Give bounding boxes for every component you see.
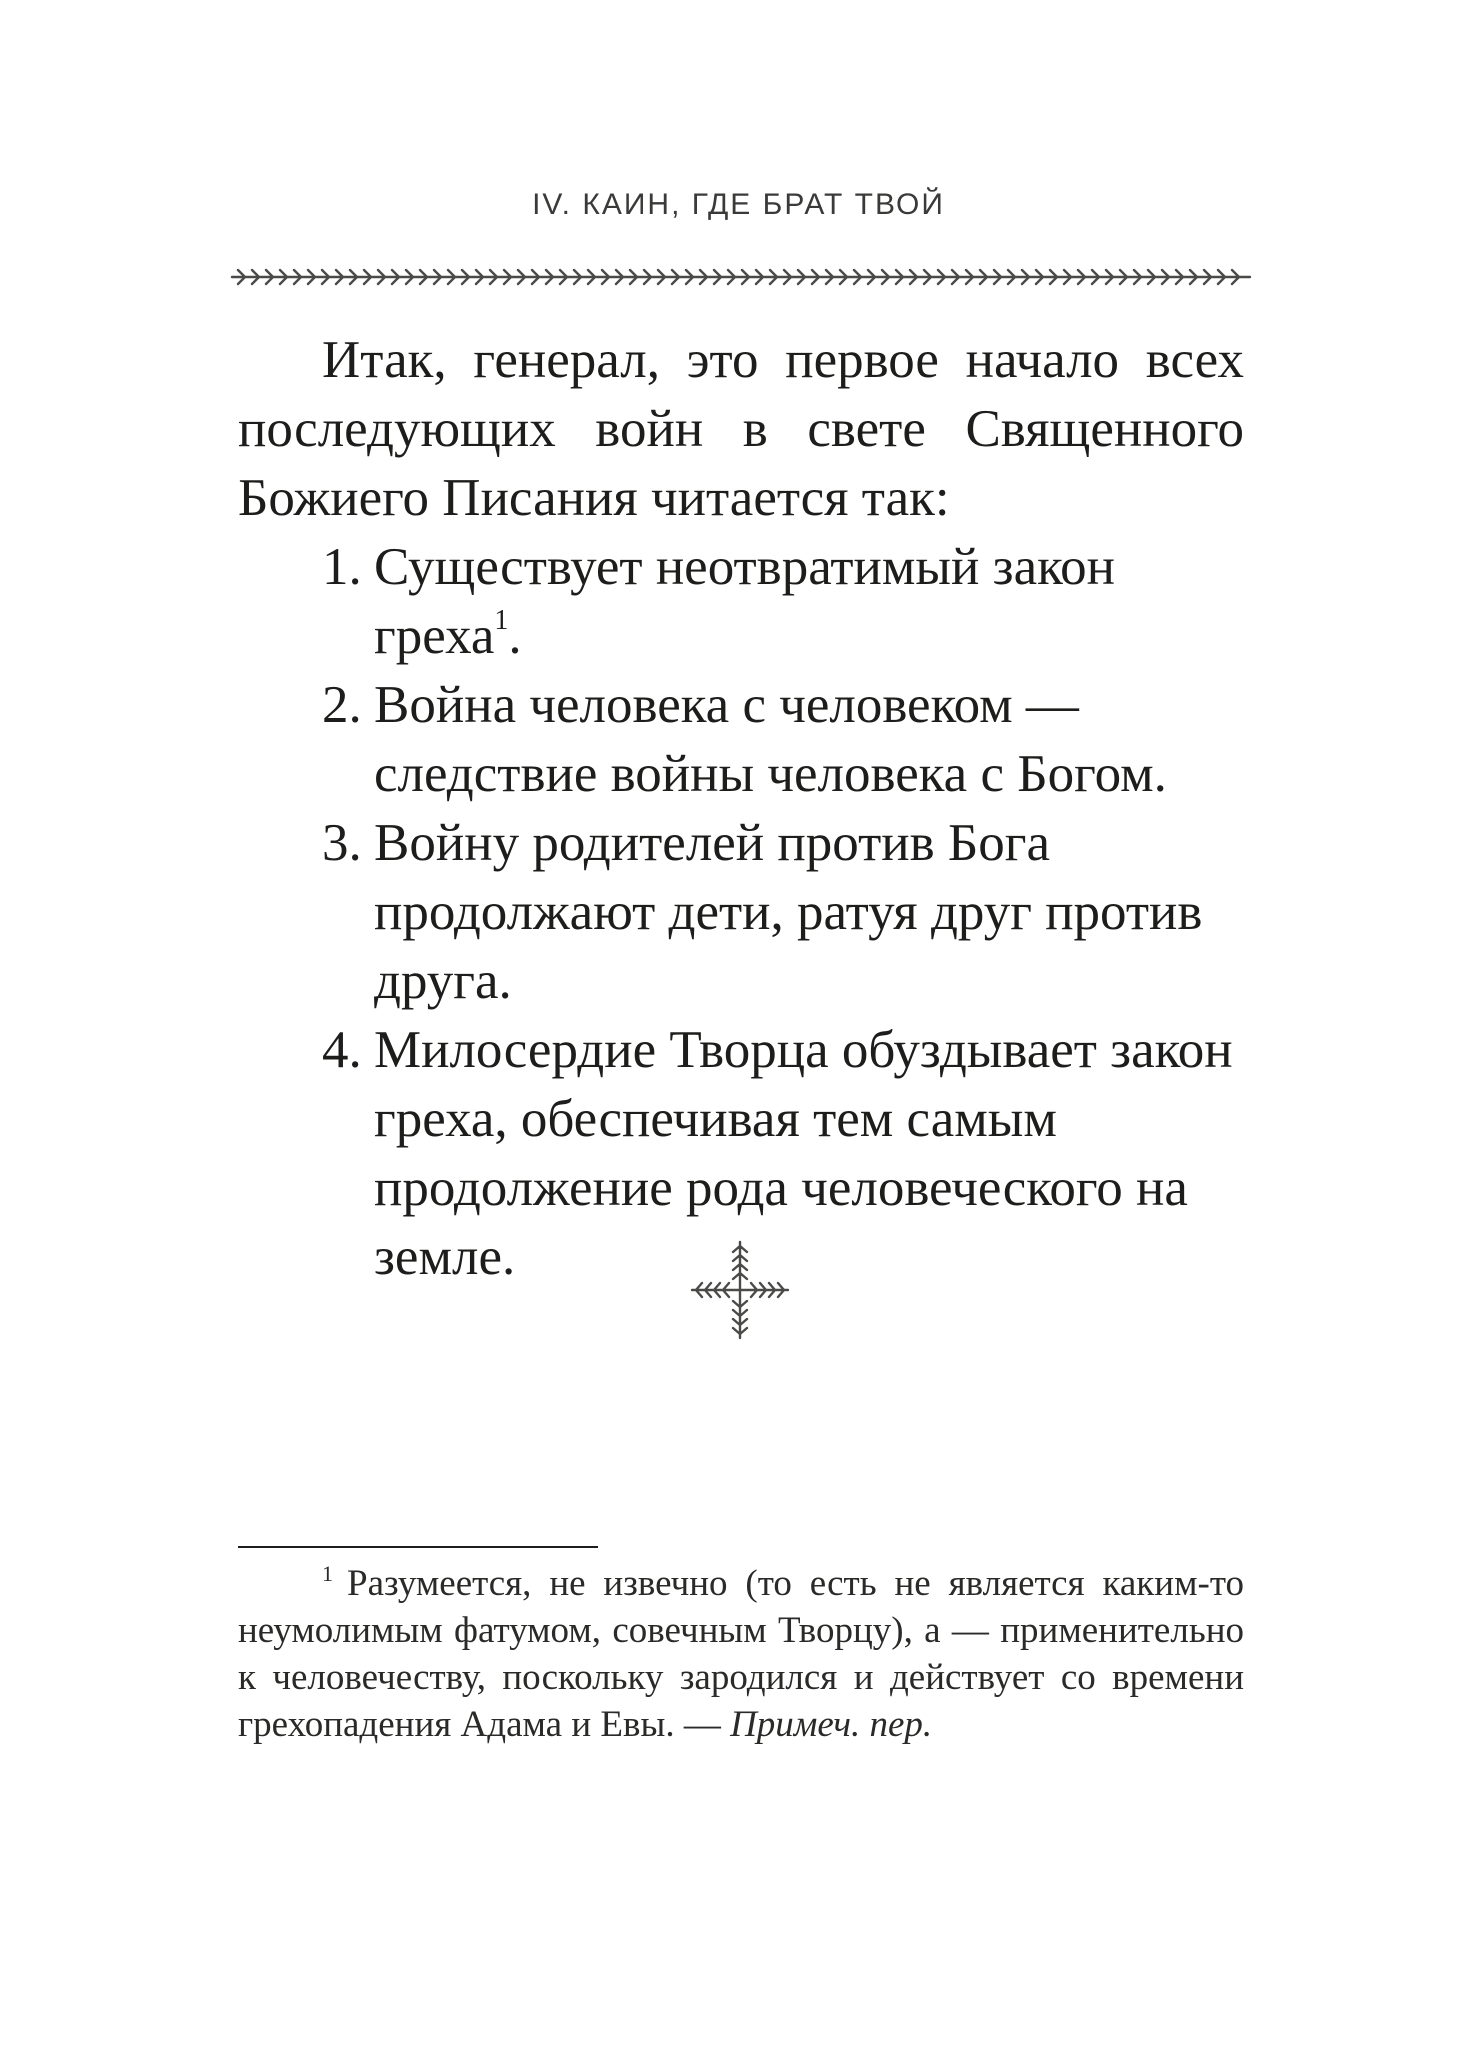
item-text: Существует неотвратимый закон греха	[374, 538, 1116, 665]
footnote-attribution: Примеч. пер.	[730, 1704, 933, 1745]
footnote	[238, 1560, 1244, 1748]
item-number: 3.	[322, 814, 362, 872]
item-number: 4.	[322, 1021, 362, 1079]
main-text	[238, 326, 1244, 1292]
footnote-paragraph	[238, 1560, 1244, 1748]
snowflake-ornament-icon	[688, 1238, 792, 1342]
ornament-rule	[228, 262, 1254, 292]
item-text: Милосердие Творца обуздывает закон греха, обеспечивая тем самым продолжение рода человеческого на земле.	[374, 1021, 1233, 1286]
footnote-ref[interactable]: 1	[494, 605, 509, 636]
snowflake-ornament-shape	[692, 1242, 788, 1338]
numbered-list	[238, 533, 1244, 1292]
item-number: 2.	[322, 676, 362, 734]
footnote-number: 1	[322, 1561, 333, 1586]
intro-paragraph: Итак, генерал, это первое начало всех последующих войн в свете Священного Божиего Писания читается так:	[238, 331, 1244, 527]
list-item	[238, 533, 1244, 671]
footnote-text: Разумеется, не извечно (то есть не является каким-то неумолимым фатумом, совечным Творцу), а — применительно к человечеству, поскольку зародился и действует со времени грехопадения Адама и Евы. —	[238, 1563, 1244, 1745]
item-number: 1.	[322, 538, 362, 596]
list-item	[238, 671, 1244, 809]
item-text: Война человека с человеком — следствие войны человека с Богом.	[374, 676, 1167, 803]
item-suffix: .	[508, 607, 522, 665]
running-head: IV. КАИН, ГДЕ БРАТ ТВОЙ	[532, 188, 945, 221]
footnote-rule	[238, 1546, 598, 1548]
item-text: Войну родителей против Бога продолжают дети, ратуя друг против друга.	[374, 814, 1203, 1010]
list-item	[238, 809, 1244, 1016]
ornament-rule-pattern	[232, 270, 1250, 284]
